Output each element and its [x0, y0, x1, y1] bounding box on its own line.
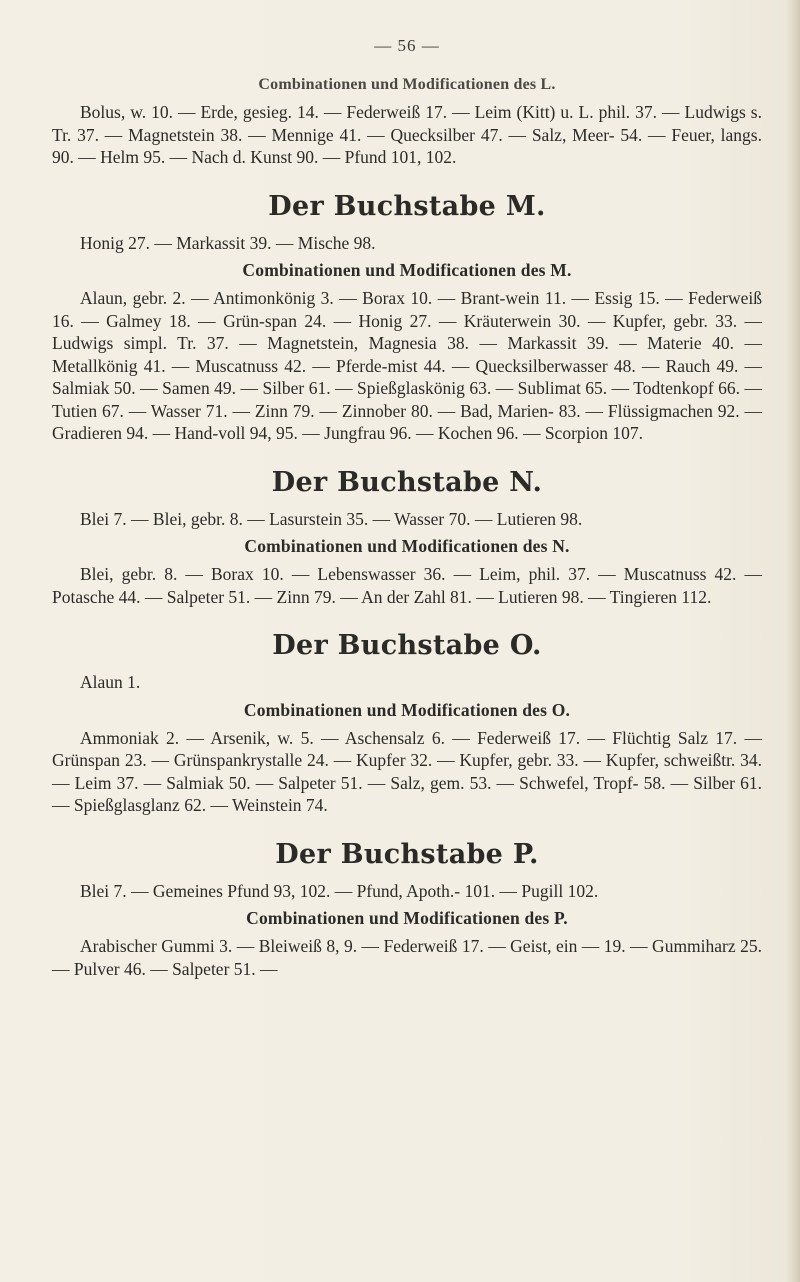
section-n-text: Blei 7. — Blei, gebr. 8. — Lasurstein 35. — Wasser 70. — Lutieren 98.: [80, 508, 583, 529]
section-l-combinations-text: Bolus, w. 10. — Erde, gesieg. 14. — Federweiß 17. — Leim (Kitt) u. L. phil. 37. — Ludwigs s. Tr. 37. — Magnetstein 38. — Mennige 41. — Quecksilber 47. — Salz, Meer- 54. — Feuer, langs. 90. — Helm 95. — Nach d. Kunst 90. — Pfund 101, 102.: [52, 102, 762, 167]
section-p-combinations-text: Arabischer Gummi 3. — Bleiweiß 8, 9. — Federweiß 17. — Geist, ein — 19. — Gummiharz 25. — Pulver 46. — Salpeter 51. —: [52, 936, 762, 979]
section-o-heading: Der Buchstabe O.: [272, 630, 542, 661]
page-edge-shadow: [786, 0, 800, 1282]
page-number: — 56 —: [374, 36, 440, 55]
section-o-combinations-heading: Combinationen und Modificationen des O.: [243, 699, 571, 720]
section-p-combinations-heading: Combinationen und Modificationen des P.: [246, 908, 568, 928]
section-m-text: Honig 27. — Markassit 39. — Mische 98.: [80, 232, 376, 253]
section-p-heading: Der Buchstabe P.: [275, 838, 539, 870]
section-m-heading: Der Buchstabe M.: [268, 190, 546, 222]
page-content: [52, 36, 762, 986]
section-l-combinations-heading: Combinationen und Modificationen des L.: [258, 76, 556, 93]
section-n-combinations-text: Blei, gebr. 8. — Borax 10. — Lebenswasser 36. — Leim, phil. 37. — Muscatnuss 42. — Potasche 44. — Salpeter 51. — Zinn 79. — An der Zahl 81. — Lutieren 98. — Tingieren 112.: [52, 564, 762, 607]
section-n-combinations-heading: Combinationen und Modificationen des N.: [244, 536, 570, 556]
section-p-text: Blei 7. — Gemeines Pfund 93, 102. — Pfund, Apoth.- 101. — Pugill 102.: [80, 880, 599, 901]
section-m-combinations-text: Alaun, gebr. 2. — Antimonkönig 3. — Borax 10. — Brant-wein 11. — Essig 15. — Federweiß 16. — Galmey 18. — Grün-span 24. — Honig 27. — Kräuterwein 30. — Kupfer, gebr. 33. — Ludwigs simpl. Tr. 37. — Magnetstein, Magnesia 38. — Markassit 39. — Materie 40. — Metallkönig 41. — Muscatnuss 42. — Pferde-mist 44. — Quecksilberwasser 48. — Rauch 49. — Salmiak 50. — Samen 49. — Silber 61. — Spießglaskönig 63. — Sublimat 65. — Todtenkopf 66. — Tutien 67. — Wasser 71. — Zinn 79. — Zinnober 80. — Bad, Marien- 83. — Flüssigmachen 92. — Gradieren 94. — Hand-voll 94, 95. — Jungfrau 96. — Kochen 96. — Scorpion 107.: [52, 288, 762, 443]
section-m-combinations-heading: Combinationen und Modificationen des M.: [242, 260, 572, 280]
section-n-heading: Der Buchstabe N.: [271, 466, 543, 498]
section-o-text: Alaun 1.: [80, 672, 141, 692]
section-o-combinations-text: Ammoniak 2. — Arsenik, w. 5. — Aschensalz 6. — Federweiß 17. — Flüchtig Salz 17. — Grünspan 23. — Grünspankrystalle 24. — Kupfer 32. — Kupfer, gebr. 33. — Kupfer, schweißtr. 34. — Leim 37. — Salmiak 50. — Salpeter 51. — Salz, gem. 53. — Schwefel, Tropf- 58. — Silber 61. — Spießglasglanz 62. — Weinstein 74.: [52, 727, 762, 815]
